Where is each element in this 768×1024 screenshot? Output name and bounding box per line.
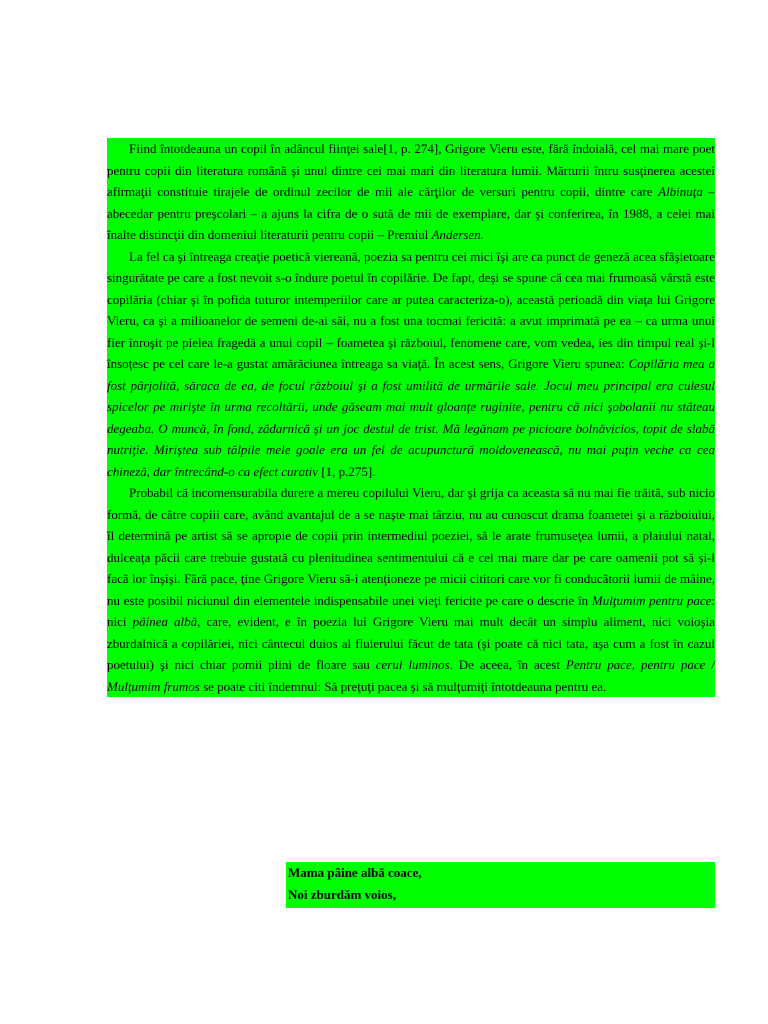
poem-line: Mama pâine albă coace,	[288, 865, 422, 880]
italic-text: Pentru pace, pentru pace / Mulţumim frumos	[107, 657, 715, 694]
italic-text: pâinea albă	[132, 614, 198, 629]
italic-text: Copilăria mea a fost pârjolită, săraca de ea, de focul războiul şi a fost umilită de urmările sale. Jocul meu principal era culesul spicelor pe miriştе în urma recoltării, unde găseam mai mult gloanţe ruginite, pentru că nici şobolanii nu stăteau degeaba. O muncă, în fond, zădarnică şi un joc destul de trist. Mă legănam pe picioare bolnăvicios, topit de slabă nutriţie. Miriştea sub tălpile mele goale era un fel de acupunctură moldovenească, nu mai puţin veche ca cea chineză, dar întrecând-o ca efect curativ	[107, 356, 715, 479]
italic-text: cerul luminos	[375, 657, 450, 672]
text-run: : nici	[107, 592, 716, 629]
body-paragraph	[107, 246, 715, 483]
italic-text: Andersen.	[431, 227, 484, 242]
body-paragraph	[107, 138, 715, 246]
text-run: . De aceea, în acest	[449, 657, 566, 672]
italic-text: Albinuţa	[658, 184, 703, 199]
text-run: Fiind întotdeauna un copil în adâncul fiinţei sale[1, p. 274], Grigore Vieru este, fără îndoială, cel mai mare poet pentru copii din literatura română şi unul dintre cei mai mari din literatura lumii. Mărturii întru susţinerea acestei afirmaţii constituie tirajele de ordinul zecilor de mii ale cărţilor de versuri pentru copii, dintre care	[107, 141, 715, 199]
body-paragraph	[107, 482, 715, 697]
text-run: se poate citi îndemnul: Să preţuţi pacea şi să mulţumiţi întotdeauna pentru ea.	[199, 678, 607, 694]
text-run: La fel ca şi întreaga creaţie poetică viereană, poezia sa pentru cei mici îşi are ca punct de geneză acea sfâşietoare singurătate pe care a fost nevoit s-o îndure poetul în copilărie. De fapt, deşi se spune că cea mai frumoasă vârstă este copilăria (chiar şi în pofida tuturor intemperiilor care ar putea caracteriza-o), această perioadă din viaţa lui Grigore Vieru, ca şi a milioanelor de semeni de-ai săi, nu a fost una tocmai fericită: a avut imprimată pe ea – ca urma unui fier înroşit pe pielea fragedă a unui copil – foametea şi războiul, fenomene care, vom vedea, ies din timpul real şi-l însoţesc pe cel care le-a gustat amărăciunea întreaga sa viaţă. În acest sens, Grigore Vieru spunea:	[107, 248, 715, 371]
text-run: Probabil că incomensurabila durere a mereu copilului Vieru, dar şi grija ca aceasta să nu mai fie trăită, sub nicio formă, de către copiii care, având avantajul de a se naşte mai târziu, nu au cunoscut drama foametei şi a războiului, îl determină pe artist să se apropie de copii prin intermediul poeziei, să le arate frumuseţea lumii, a plaiului natal, dulceaţa păcii care trebuie gustată cu plenitudinea sentimentului că e cel mai mare dar pe care oamenii pot să şi-l facă lor înşişi. Fără pace, ţine Grigore Vieru să-i atenţioneze pe micii cititori care vor fi conducătorii lumii de mâine, nu este posibil niciunul din elementele indispensabile unei vieţi fericite pe care o descrie în	[107, 485, 715, 608]
italic-text: Mulţumim pentru pace	[591, 592, 712, 608]
text-run: [1, p.275].	[318, 463, 376, 479]
text-run: – abecedar pentru preşcolari – a ajuns la cifra de o sută de mii de exemplare, dar şi conferirea, în 1988, a celei mai înalte distincţii din domeniul literaturii pentru copii – Premiul	[107, 184, 715, 242]
poem-excerpt	[286, 862, 715, 908]
poem-line: Noi zburdăm voios,	[288, 887, 396, 902]
text-run: , care, evident, e în poezia lui Grigore Vieru mai mult decât un simplu aliment, nici voioşia zburdalnică a copilăriei, nici cântecul duios al fluierului făcut de tata (şi poate că nici tata, aşa cum a fost în cazul poetului) şi nici chiar pomii plini de floare sau	[107, 614, 715, 672]
highlighted-body-text	[107, 138, 715, 697]
